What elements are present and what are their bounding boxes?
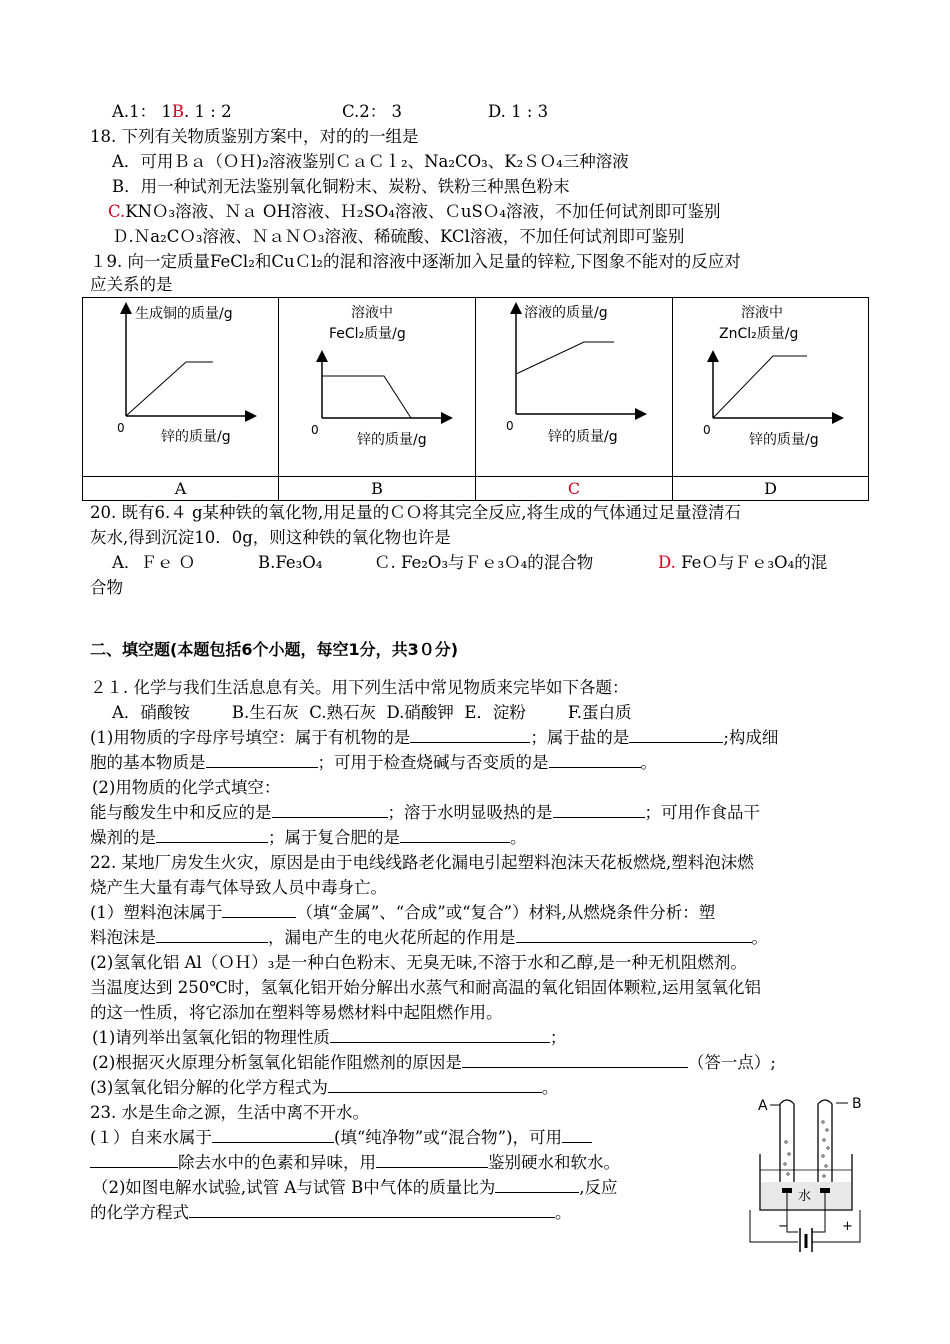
- blank[interactable]: [376, 1151, 488, 1168]
- q22-line9: (2)根据灭火原理分析氢氧化铝能作阻燃剂的原因是 （答一点）;: [92, 1053, 776, 1072]
- q21-line5: 燥剂的是 ；属于复合肥的是 。: [90, 828, 527, 847]
- blank[interactable]: [328, 1076, 542, 1093]
- q22-line5: (2)氢氧化铝 Al（ＯＨ）₃是一种白色粉末、无臭无味,不溶于水和乙醇,是一种无机阻燃剂。: [90, 953, 747, 972]
- graph-c-label: C: [476, 477, 673, 501]
- negative-terminal: −: [778, 1219, 789, 1234]
- graph-a-xlabel: 锌的质量/g: [161, 429, 231, 445]
- blank[interactable]: [90, 1151, 178, 1168]
- blank[interactable]: [410, 726, 530, 743]
- q18-option-c: C.KNＯ₃溶液、Ｎａ OH溶液、Ｈ₂SO₄溶液、ＣuSＯ₄溶液，不加任何试剂即可鉴别: [108, 202, 721, 221]
- q23-line4: （2)如图电解水试验,试管 A与试管 B中气体的质量比为 ,反应: [92, 1178, 618, 1197]
- graph-d-xlabel: 锌的质量/g: [749, 432, 819, 448]
- blank[interactable]: [462, 1051, 688, 1068]
- q18-option-a: A．可用Ｂａ（ＯＨ)₂溶液鉴别ＣａＣｌ₂、Na₂CO₃、K₂ＳＯ₄三种溶液: [112, 152, 629, 171]
- graph-b-origin: 0: [311, 423, 319, 437]
- blank[interactable]: [206, 751, 318, 768]
- q21-line2: 胞的基本物质是 ；可用于检查烧碱与否变质的是 。: [90, 753, 657, 772]
- blank[interactable]: [156, 926, 268, 943]
- graph-d-ylabel2: ZnCl₂质量/g: [719, 326, 799, 342]
- q22-line10: (3)氢氧化铝分解的化学方程式为 。: [90, 1078, 559, 1097]
- graph-d-label: D: [673, 477, 869, 501]
- positive-terminal: +: [842, 1219, 853, 1234]
- q22-line2: 烧产生大量有毒气体导致人员中毒身亡。: [90, 878, 387, 897]
- graph-d: [673, 298, 868, 476]
- graph-c-xlabel: 锌的质量/g: [548, 429, 618, 445]
- blank[interactable]: [553, 801, 645, 818]
- q20-options: A．Ｆｅ Ｏ B.Fe₃O₄ Ｃ. Fe₂O₃与Ｆｅ₃Ｏ₄的混合物 D. FeＯ与Ｆｅ₃O₄的混: [112, 553, 828, 572]
- electrolysis-diagram: [740, 1092, 870, 1258]
- blank[interactable]: [562, 1126, 592, 1143]
- blank[interactable]: [629, 726, 723, 743]
- graph-b-ylabel2: FeCl₂质量/g: [329, 326, 406, 342]
- q23-line5: 的化学方程式 。: [90, 1203, 572, 1222]
- q22-line8: (1)请列举出氢氧化铝的物理性质 ；: [92, 1028, 567, 1047]
- tube-a-label: A: [758, 1098, 768, 1114]
- q22-line1: 22. 某地厂房发生火灾，原因是由于电线线路老化漏电引起塑料泡沫天花板燃烧,塑料泡沫燃: [90, 853, 754, 872]
- blank[interactable]: [330, 1026, 550, 1043]
- graph-d-origin: 0: [703, 423, 711, 437]
- graph-b-label: B: [279, 477, 476, 501]
- graph-c: [476, 298, 672, 476]
- q19-graph-table: [82, 297, 869, 501]
- q22-line4: 料泡沫是 ，漏电产生的电火花所起的作用是 。: [90, 928, 768, 947]
- q21-line1: (1)用物质的字母序号填空：属于有机物的是 ；属于盐的是 ;构成细: [90, 728, 779, 747]
- blank[interactable]: [516, 926, 752, 943]
- q22-line7: 的这一性质，将它添加在塑料等易燃材料中起阻燃作用。: [90, 1003, 503, 1022]
- graph-b-cell: [279, 298, 476, 477]
- blank[interactable]: [272, 801, 388, 818]
- q20-line2: 灰水,得到沉淀10．0g，则这种铁的氧化物也许是: [90, 528, 451, 547]
- q21-options: A．硝酸铵 B.生石灰 C.熟石灰 D.硝酸钾 E．淀粉 F.蛋白质: [112, 703, 632, 722]
- graph-a-ylabel: 生成铜的质量/g: [135, 306, 233, 322]
- q17-options: A.1： 1B. 1 : 2 C.2： 3 D. 1 : 3: [112, 102, 549, 121]
- blank[interactable]: [156, 826, 268, 843]
- q18-stem: 18. 下列有关物质鉴别方案中，对的的一组是: [90, 127, 419, 146]
- q18-option-b: B．用一种试剂无法鉴别氧化铜粉末、炭粉、铁粉三种黑色粉末: [112, 177, 570, 196]
- q19-stem-line2: 应关系的是: [90, 275, 173, 294]
- q22-line3: (1）塑料泡沫属于 （填“金属”、“合成”或“复合”）材料,从燃烧条件分析：塑: [90, 903, 716, 922]
- q23-line1: 23. 水是生命之源，生活中离不开水。: [90, 1103, 369, 1122]
- graph-c-curve: [516, 342, 614, 374]
- q20-line1: 20. 既有6.４ g某种铁的氧化物,用足量的ＣＯ将其完全反应,将生成的气体通过足量澄清石: [90, 503, 742, 522]
- tube-b-label: B: [852, 1096, 862, 1112]
- graph-c-ylabel: 溶液的质量/g: [524, 305, 608, 321]
- q19-stem-line1: １9. 向一定质量FeCl₂和CuＣl₂的混和溶液中逐渐加入足量的锌粒,下图象不能对的反应对: [90, 252, 741, 271]
- blank[interactable]: [400, 826, 510, 843]
- graph-b-curve: [322, 376, 411, 418]
- q21-line4: 能与酸发生中和反应的是 ；溶于水明显吸热的是 ；可用作食品干: [90, 803, 760, 822]
- graph-b-xlabel: 锌的质量/g: [357, 432, 427, 448]
- q23-line3: 除去水中的色素和异味，用 鉴别硬水和软水。: [90, 1151, 620, 1175]
- tube-b: [818, 1100, 832, 1187]
- graph-d-ylabel1: 溶液中: [741, 305, 783, 321]
- q20-option-d-wrap: 合物: [90, 578, 123, 597]
- blank[interactable]: [222, 901, 296, 918]
- q21-line3: (2)用物质的化学式填空：: [92, 778, 281, 797]
- graph-a-label: A: [83, 477, 279, 501]
- graph-b: [279, 298, 475, 476]
- graph-a: [83, 298, 278, 476]
- blank[interactable]: [495, 1176, 579, 1193]
- blank[interactable]: [189, 1201, 555, 1218]
- q18-option-d: Ｄ.Ｎa₂CＯ₃溶液、ＮａＮＯ₃溶液、稀硫酸、KCl溶液，不加任何试剂即可鉴别: [112, 227, 685, 246]
- q23-line2: (１）自来水属于 (填“纯净物”或“混合物”)，可用: [90, 1126, 592, 1150]
- section-title: 二、填空题(本题包括6个小题，每空1分，共3０分): [90, 640, 459, 659]
- graph-b-ylabel1: 溶液中: [351, 305, 393, 321]
- water-label: 水: [798, 1189, 812, 1204]
- q22-line6: 当温度达到 250℃时，氢氧化铝开始分解出水蒸气和耐高温的氧化铝固体颗粒,运用氢氧化铝: [90, 978, 761, 997]
- blank[interactable]: [549, 751, 641, 768]
- graph-c-origin: 0: [506, 419, 514, 433]
- graph-a-origin: 0: [117, 421, 125, 435]
- graph-a-curve: [126, 362, 213, 416]
- graph-a-cell: [83, 298, 279, 477]
- graph-d-curve: [713, 356, 807, 418]
- blank[interactable]: [212, 1126, 334, 1143]
- graph-d-cell: [673, 298, 869, 477]
- graph-c-cell: [476, 298, 673, 477]
- q21-stem: ２１. 化学与我们生活息息有关。用下列生活中常见物质来完毕如下各题：: [90, 678, 629, 697]
